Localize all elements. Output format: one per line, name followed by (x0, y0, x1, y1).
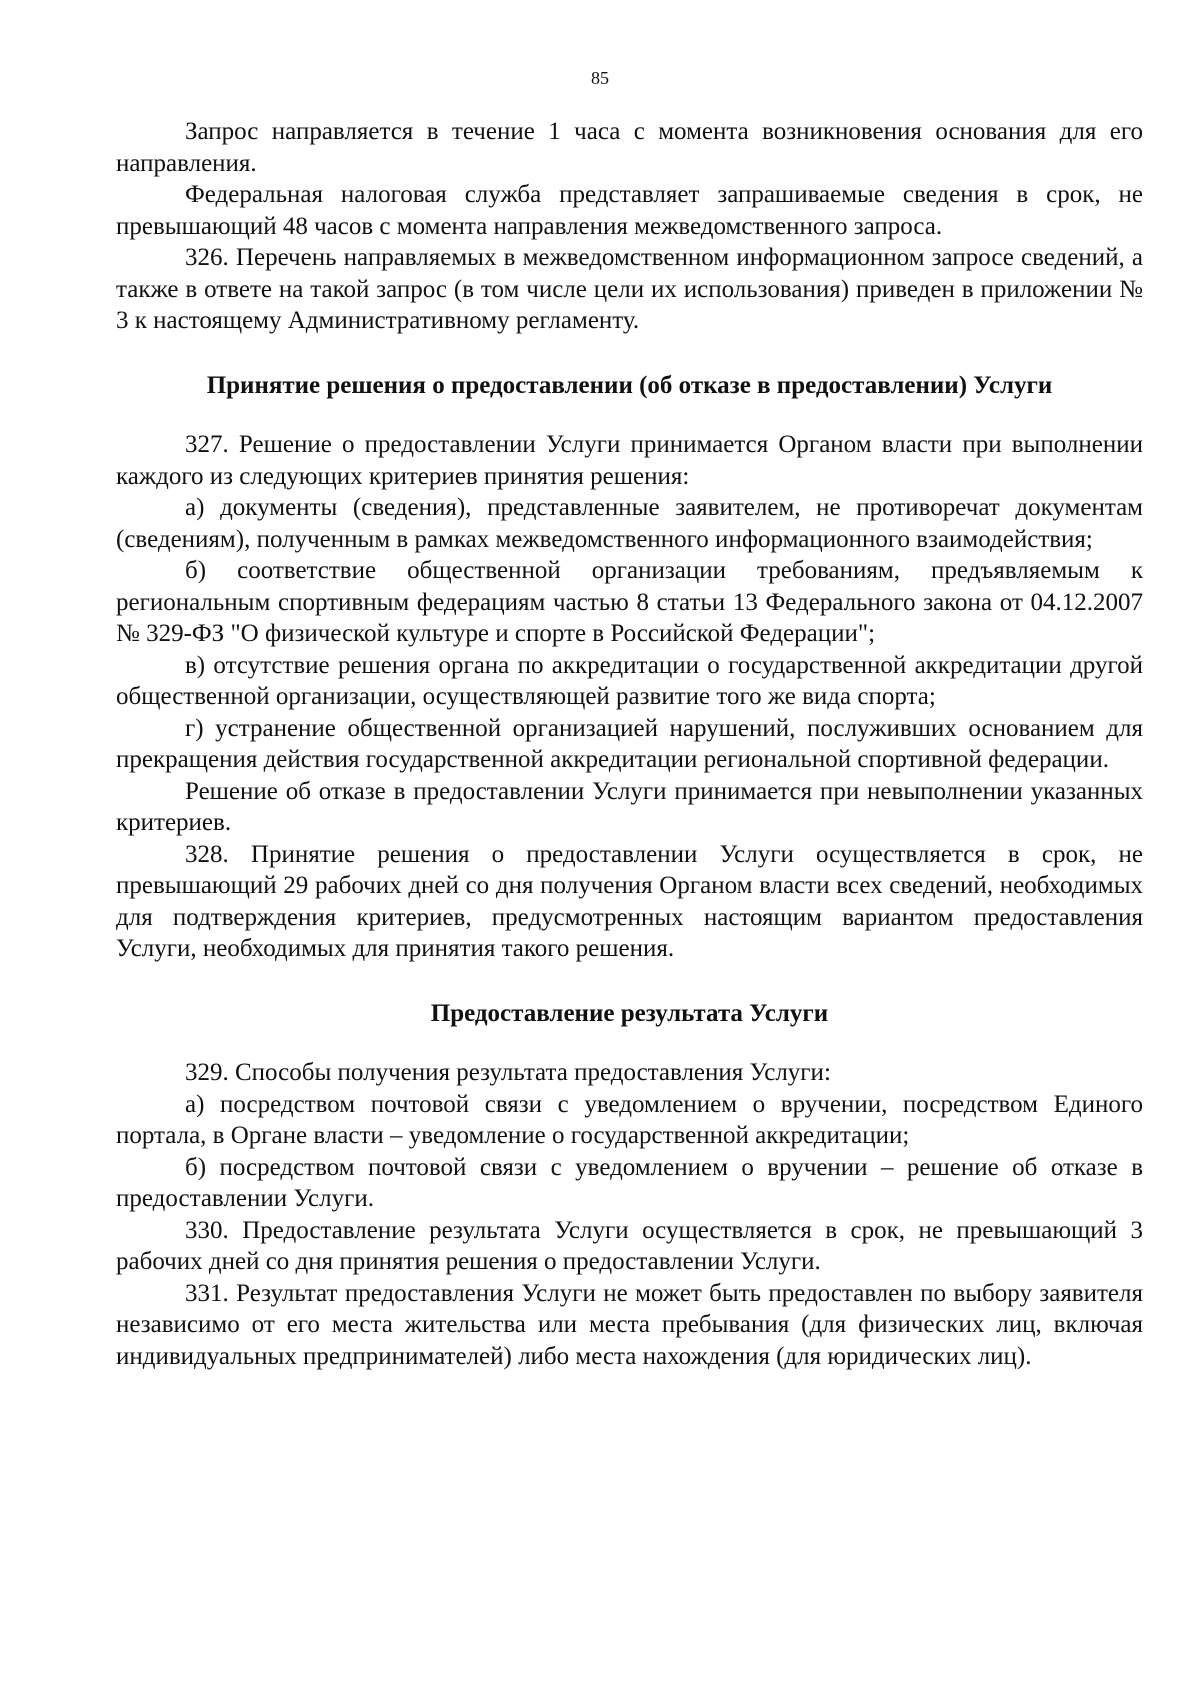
paragraph-329: 329. Способы получения результата предоставления Услуги: (185, 1059, 831, 1086)
page-number: 85 (591, 68, 609, 88)
paragraph-328: 328. Принятие решения о предоставлении Услуги осуществляется в срок, не превышающий 29 рабочих дней со дня получения Органом власти всех сведений, необходимых для подтверждения критериев, предусмотренных настоящим вариантом предоставления Услуги, необходимых для принятия такого решения. (116, 840, 1143, 962)
paragraph-326: 326. Перечень направляемых в межведомственном информационном запросе сведений, а также в ответе на такой запрос (в том числе цели их использования) приведен в приложении № 3 к настоящему Административному регламенту. (116, 244, 1143, 334)
document-body (116, 116, 1143, 1372)
paragraph-327-v: в) отсутствие решения органа по аккредитации о государственной аккредитации другой общественной организации, осуществляющей развитие того же вида спорта; (116, 651, 1143, 710)
paragraph-331: 331. Результат предоставления Услуги не может быть предоставлен по выбору заявителя независимо от его места жительства или места пребывания (для физических лиц, включая индивидуальных предпринимателей) либо места нахождения (для юридических лиц). (116, 1279, 1143, 1370)
paragraph-327-b: б) соответствие общественной организации требованиям, предъявляемым к региональным спортивным федерациям частью 8 статьи 13 Федерального закона от 04.12.2007 № 329-ФЗ "О физической культуре и спорте в Российской Федерации"; (116, 557, 1143, 647)
section-heading-decision: Принятие решения о предоставлении (об отказе в предоставлении) Услуги (206, 371, 1053, 399)
section-heading-result: Предоставление результата Услуги (430, 999, 829, 1027)
paragraph-request-timing: Запрос направляется в течение 1 часа с момента возникновения основания для его направления. (116, 118, 1143, 177)
paragraph-tax-service: Федеральная налоговая служба представляет запрашиваемые сведения в срок, не превышающий 48 часов с момента направления межведомственного запроса. (116, 181, 1143, 240)
paragraph-329-a: а) посредством почтовой связи с уведомлением о вручении, посредством Единого портала, в Органе власти – уведомление о государственной аккредитации; (116, 1090, 1143, 1149)
paragraph-330: 330. Предоставление результата Услуги осуществляется в срок, не превышающий 3 рабочих дней со дня принятия решения о предоставлении Услуги. (116, 1216, 1143, 1275)
paragraph-327: 327. Решение о предоставлении Услуги принимается Органом власти при выполнении каждого из следующих критериев принятия решения: (116, 431, 1143, 490)
paragraph-329-b: б) посредством почтовой связи с уведомлением о вручении – решение об отказе в предоставлении Услуги. (116, 1153, 1143, 1212)
paragraph-refusal: Решение об отказе в предоставлении Услуги принимается при невыполнении указанных критериев. (116, 777, 1143, 836)
paragraph-327-a: а) документы (сведения), представленные заявителем, не противоречат документам (сведениям), полученным в рамках межведомственного информационного взаимодействия; (116, 494, 1143, 553)
paragraph-327-g: г) устранение общественной организацией нарушений, послуживших основанием для прекращения действия государственной аккредитации региональной спортивной федерации. (116, 714, 1143, 773)
